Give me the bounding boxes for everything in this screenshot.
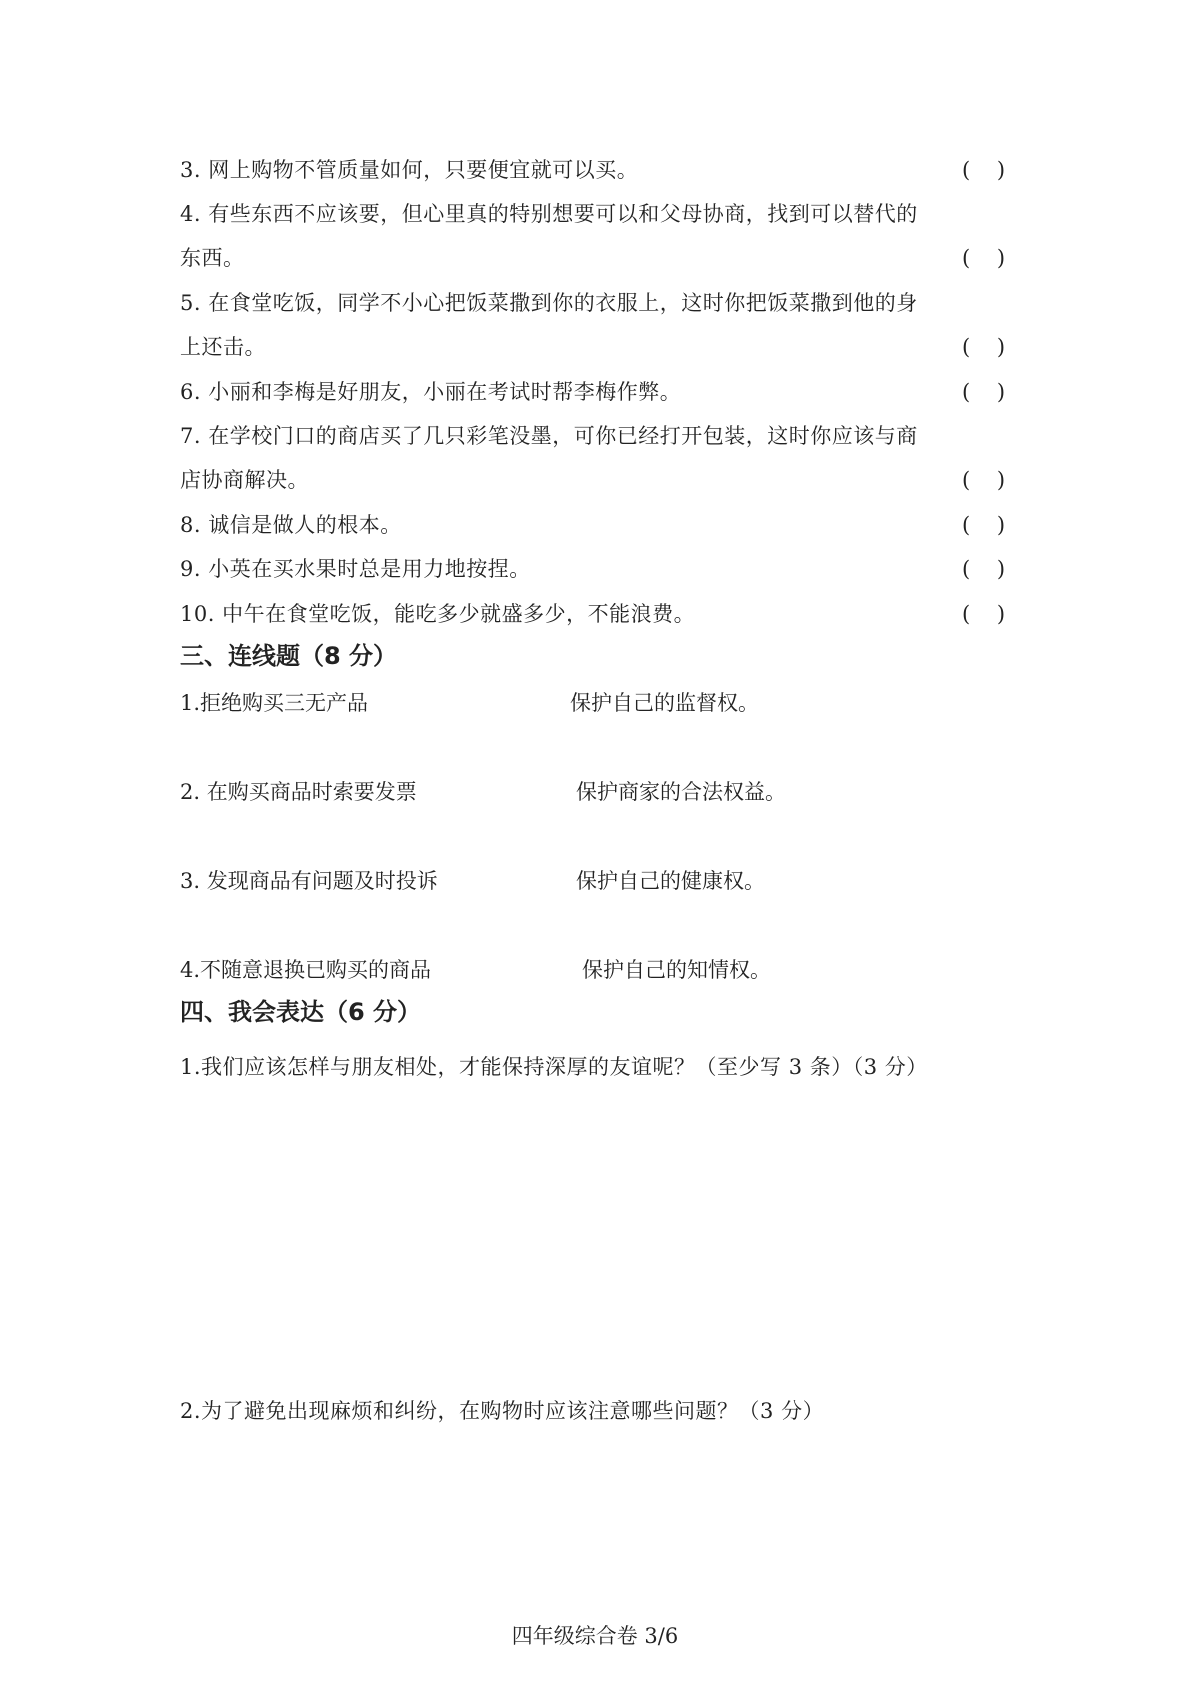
match-left-4: 4.不随意退换已购买的商品 <box>180 958 432 982</box>
judge-item-9: 9. 小英在买水果时总是用力地按捏。 <box>180 557 531 581</box>
match-right-1: 保护自己的监督权。 <box>570 691 759 715</box>
match-right-3: 保护自己的健康权。 <box>576 869 765 893</box>
answer-paren-9: ( ) <box>962 557 1006 581</box>
judge-item-5-cont: 上还击。 <box>180 335 266 359</box>
section-3-title: 三、连线题（8 分） <box>180 642 398 670</box>
match-left-3: 3. 发现商品有问题及时投诉 <box>180 869 438 893</box>
judge-item-6: 6. 小丽和李梅是好朋友，小丽在考试时帮李梅作弊。 <box>180 380 682 404</box>
answer-paren-6: ( ) <box>962 380 1006 404</box>
answer-paren-10: ( ) <box>962 602 1006 626</box>
judge-item-8: 8. 诚信是做人的根本。 <box>180 513 402 537</box>
judge-item-7: 7. 在学校门口的商店买了几只彩笔没墨，可你已经打开包装，这时你应该与商 <box>180 424 918 448</box>
answer-paren-8: ( ) <box>962 513 1006 537</box>
judge-item-4-cont: 东西。 <box>180 246 245 270</box>
match-right-4: 保护自己的知情权。 <box>582 958 771 982</box>
judge-item-3: 3. 网上购物不管质量如何，只要便宜就可以买。 <box>180 158 639 182</box>
answer-paren-4: ( ) <box>962 246 1006 270</box>
answer-paren-7: ( ) <box>962 468 1006 492</box>
expression-question-2: 2.为了避免出现麻烦和纠纷，在购物时应该注意哪些问题？（3 分） <box>180 1399 825 1423</box>
match-left-1: 1.拒绝购买三无产品 <box>180 691 369 715</box>
section-4-title: 四、我会表达（6 分） <box>180 998 422 1026</box>
judge-item-5: 5. 在食堂吃饭，同学不小心把饭菜撒到你的衣服上，这时你把饭菜撒到他的身 <box>180 291 918 315</box>
answer-paren-3: ( ) <box>962 158 1006 182</box>
judge-item-7-cont: 店协商解决。 <box>180 468 309 492</box>
judge-item-10: 10. 中午在食堂吃饭，能吃多少就盛多少，不能浪费。 <box>180 602 696 626</box>
expression-question-1: 1.我们应该怎样与朋友相处，才能保持深厚的友谊呢？（至少写 3 条）（3 分） <box>180 1055 928 1079</box>
match-left-2: 2. 在购买商品时索要发票 <box>180 780 417 804</box>
page-footer: 四年级综合卷 3/6 <box>511 1624 679 1648</box>
answer-paren-5: ( ) <box>962 335 1006 359</box>
judge-item-4: 4. 有些东西不应该要，但心里真的特别想要可以和父母协商，找到可以替代的 <box>180 202 918 226</box>
match-right-2: 保护商家的合法权益。 <box>576 780 786 804</box>
